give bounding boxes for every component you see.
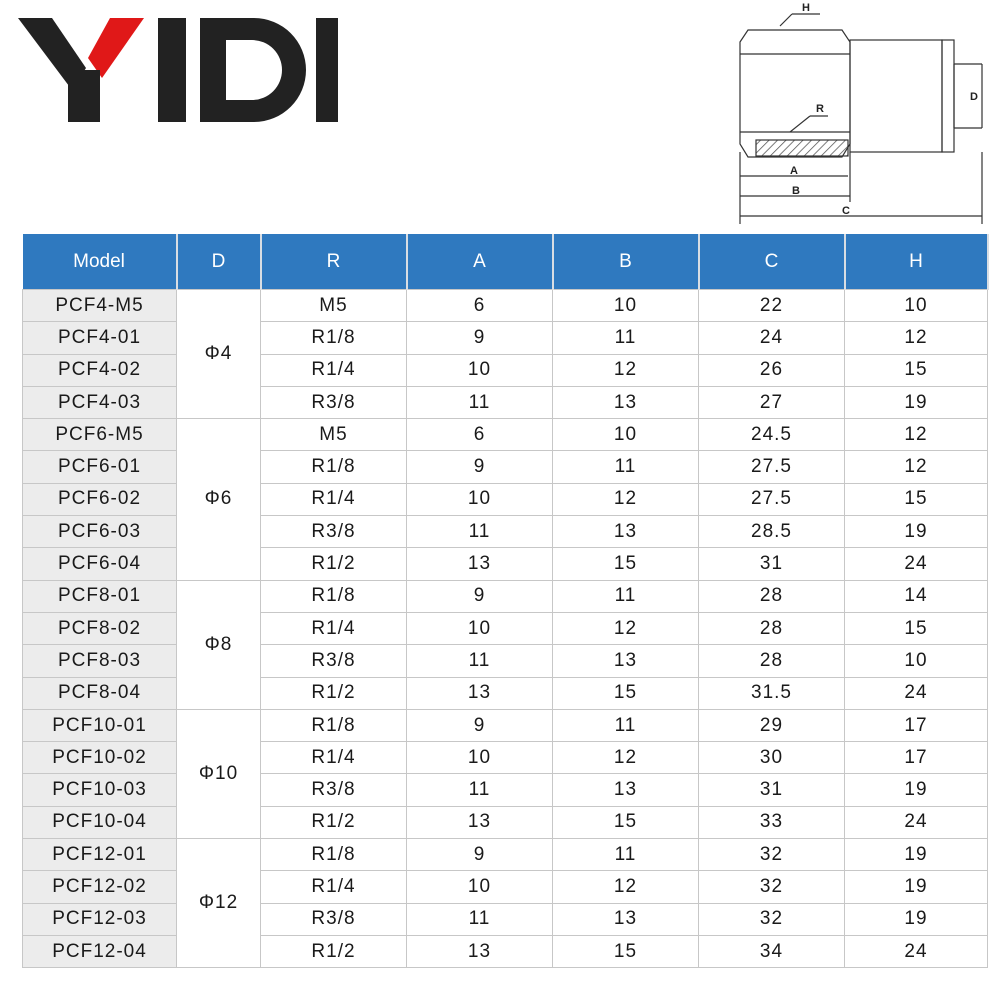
- cell-h: 15: [845, 354, 988, 386]
- cell-r: R1/2: [261, 806, 407, 838]
- table-row: [23, 871, 988, 903]
- cell-a: 9: [407, 580, 553, 612]
- cell-c: 24.5: [699, 419, 845, 451]
- cell-h: 19: [845, 903, 988, 935]
- cell-d-group: Φ8: [177, 580, 261, 709]
- cell-model: PCF4-02: [23, 354, 177, 386]
- cell-h: 19: [845, 774, 988, 806]
- logo-y-right-arm-accent: [88, 18, 144, 78]
- cell-model: PCF12-02: [23, 871, 177, 903]
- table-header-row: [23, 234, 988, 290]
- cell-r: R1/4: [261, 612, 407, 644]
- cell-b: 12: [553, 871, 699, 903]
- cell-r: R1/2: [261, 935, 407, 967]
- cell-r: R3/8: [261, 386, 407, 418]
- header-a: A: [407, 234, 553, 290]
- cell-c: 28: [699, 645, 845, 677]
- cell-b: 15: [553, 935, 699, 967]
- cell-b: 13: [553, 774, 699, 806]
- cell-model: PCF12-03: [23, 903, 177, 935]
- cell-r: R1/8: [261, 580, 407, 612]
- cell-c: 32: [699, 839, 845, 871]
- cell-r: R1/8: [261, 839, 407, 871]
- cell-r: R1/4: [261, 483, 407, 515]
- cell-r: M5: [261, 290, 407, 322]
- cell-c: 26: [699, 354, 845, 386]
- cell-h: 17: [845, 742, 988, 774]
- table-row: [23, 322, 988, 354]
- cell-c: 28: [699, 612, 845, 644]
- header-h: H: [845, 234, 988, 290]
- cell-c: 29: [699, 709, 845, 741]
- cell-b: 12: [553, 742, 699, 774]
- cell-a: 11: [407, 903, 553, 935]
- cell-c: 28: [699, 580, 845, 612]
- cell-a: 10: [407, 354, 553, 386]
- table-row: [23, 354, 988, 386]
- cell-a: 10: [407, 612, 553, 644]
- cell-model: PCF6-04: [23, 548, 177, 580]
- cell-r: R1/4: [261, 354, 407, 386]
- cell-b: 15: [553, 806, 699, 838]
- cell-d-group: Φ4: [177, 290, 261, 419]
- cell-a: 10: [407, 871, 553, 903]
- cell-b: 12: [553, 354, 699, 386]
- cell-b: 10: [553, 419, 699, 451]
- cell-a: 13: [407, 935, 553, 967]
- table-row: [23, 935, 988, 967]
- cell-b: 12: [553, 483, 699, 515]
- header-b: B: [553, 234, 699, 290]
- header-r: R: [261, 234, 407, 290]
- cell-d-group: Φ10: [177, 709, 261, 838]
- logo-i2: [316, 18, 338, 122]
- cell-b: 12: [553, 612, 699, 644]
- cell-a: 6: [407, 419, 553, 451]
- table-row: [23, 839, 988, 871]
- cell-b: 15: [553, 677, 699, 709]
- cell-c: 28.5: [699, 516, 845, 548]
- cell-r: R1/4: [261, 742, 407, 774]
- cell-a: 10: [407, 742, 553, 774]
- cell-model: PCF6-M5: [23, 419, 177, 451]
- table-row: [23, 483, 988, 515]
- cell-model: PCF6-03: [23, 516, 177, 548]
- table-row: [23, 516, 988, 548]
- cell-c: 27.5: [699, 451, 845, 483]
- cell-a: 11: [407, 774, 553, 806]
- cell-model: PCF12-01: [23, 839, 177, 871]
- cell-h: 10: [845, 290, 988, 322]
- cell-a: 13: [407, 677, 553, 709]
- table-row: [23, 419, 988, 451]
- cell-b: 13: [553, 386, 699, 418]
- logo-y-stem: [68, 70, 100, 122]
- dim-label-a: A: [790, 165, 798, 177]
- dim-label-c: C: [842, 205, 850, 217]
- cell-d-group: Φ12: [177, 839, 261, 968]
- cell-a: 11: [407, 516, 553, 548]
- cell-model: PCF10-04: [23, 806, 177, 838]
- cell-model: PCF6-01: [23, 451, 177, 483]
- cell-model: PCF4-M5: [23, 290, 177, 322]
- table-row: [23, 677, 988, 709]
- table-row: [23, 903, 988, 935]
- dim-label-r: R: [816, 103, 824, 115]
- cell-r: R1/2: [261, 677, 407, 709]
- hex-body-outline: [740, 30, 850, 157]
- cell-c: 32: [699, 871, 845, 903]
- table-row: [23, 580, 988, 612]
- thread-hatch: [756, 140, 848, 156]
- cell-h: 10: [845, 645, 988, 677]
- cell-h: 15: [845, 612, 988, 644]
- spec-table: [22, 234, 989, 968]
- cell-b: 11: [553, 839, 699, 871]
- cell-b: 10: [553, 290, 699, 322]
- table-row: [23, 645, 988, 677]
- cell-h: 12: [845, 419, 988, 451]
- cell-b: 13: [553, 645, 699, 677]
- header-model: Model: [23, 234, 177, 290]
- cell-c: 27: [699, 386, 845, 418]
- cell-b: 11: [553, 709, 699, 741]
- yidi-logo: [18, 18, 338, 128]
- cell-a: 11: [407, 645, 553, 677]
- cell-h: 19: [845, 386, 988, 418]
- table-row: [23, 742, 988, 774]
- cell-r: R3/8: [261, 645, 407, 677]
- cell-model: PCF6-02: [23, 483, 177, 515]
- table-row: [23, 548, 988, 580]
- cell-c: 34: [699, 935, 845, 967]
- cell-a: 11: [407, 386, 553, 418]
- cell-h: 12: [845, 322, 988, 354]
- cell-r: R1/8: [261, 709, 407, 741]
- cell-model: PCF10-03: [23, 774, 177, 806]
- cell-model: PCF8-02: [23, 612, 177, 644]
- cell-a: 13: [407, 806, 553, 838]
- logo-d: [200, 18, 306, 122]
- cell-c: 33: [699, 806, 845, 838]
- table-row: [23, 290, 988, 322]
- cell-a: 9: [407, 709, 553, 741]
- cell-b: 11: [553, 580, 699, 612]
- cell-c: 31: [699, 548, 845, 580]
- cell-c: 30: [699, 742, 845, 774]
- cell-c: 32: [699, 903, 845, 935]
- cell-h: 19: [845, 871, 988, 903]
- cell-r: R1/8: [261, 322, 407, 354]
- header-d: D: [177, 234, 261, 290]
- cell-c: 22: [699, 290, 845, 322]
- cell-c: 24: [699, 322, 845, 354]
- cell-a: 9: [407, 839, 553, 871]
- cell-r: M5: [261, 419, 407, 451]
- cell-a: 10: [407, 483, 553, 515]
- cell-c: 31.5: [699, 677, 845, 709]
- cell-model: PCF10-02: [23, 742, 177, 774]
- cell-r: R3/8: [261, 516, 407, 548]
- cell-a: 9: [407, 322, 553, 354]
- cell-a: 13: [407, 548, 553, 580]
- cell-r: R1/4: [261, 871, 407, 903]
- table-body: [23, 290, 988, 968]
- cell-h: 19: [845, 839, 988, 871]
- cell-a: 9: [407, 451, 553, 483]
- table-row: [23, 451, 988, 483]
- cell-model: PCF8-04: [23, 677, 177, 709]
- logo-i1: [158, 18, 186, 122]
- cell-a: 6: [407, 290, 553, 322]
- header-c: C: [699, 234, 845, 290]
- cell-b: 11: [553, 322, 699, 354]
- cell-r: R1/8: [261, 451, 407, 483]
- fitting-dimension-diagram: [720, 2, 1000, 230]
- cell-h: 15: [845, 483, 988, 515]
- cell-h: 24: [845, 548, 988, 580]
- cell-h: 19: [845, 516, 988, 548]
- cell-h: 17: [845, 709, 988, 741]
- table-row: [23, 774, 988, 806]
- tube-section: [850, 40, 942, 152]
- cell-h: 14: [845, 580, 988, 612]
- dim-label-h: H: [802, 2, 810, 14]
- cell-b: 13: [553, 903, 699, 935]
- cell-h: 24: [845, 935, 988, 967]
- cell-r: R1/2: [261, 548, 407, 580]
- cell-d-group: Φ6: [177, 419, 261, 580]
- cell-c: 31: [699, 774, 845, 806]
- cell-b: 13: [553, 516, 699, 548]
- cell-h: 24: [845, 806, 988, 838]
- cell-model: PCF4-03: [23, 386, 177, 418]
- table-row: [23, 709, 988, 741]
- cell-h: 12: [845, 451, 988, 483]
- cell-model: PCF12-04: [23, 935, 177, 967]
- cell-b: 15: [553, 548, 699, 580]
- cell-b: 11: [553, 451, 699, 483]
- table-row: [23, 386, 988, 418]
- cell-model: PCF10-01: [23, 709, 177, 741]
- cell-model: PCF4-01: [23, 322, 177, 354]
- table-row: [23, 806, 988, 838]
- table-row: [23, 612, 988, 644]
- dim-label-b: B: [792, 185, 800, 197]
- cell-r: R3/8: [261, 903, 407, 935]
- cell-model: PCF8-01: [23, 580, 177, 612]
- cell-h: 24: [845, 677, 988, 709]
- cell-r: R3/8: [261, 774, 407, 806]
- cell-model: PCF8-03: [23, 645, 177, 677]
- cell-c: 27.5: [699, 483, 845, 515]
- dim-label-d: D: [970, 91, 978, 103]
